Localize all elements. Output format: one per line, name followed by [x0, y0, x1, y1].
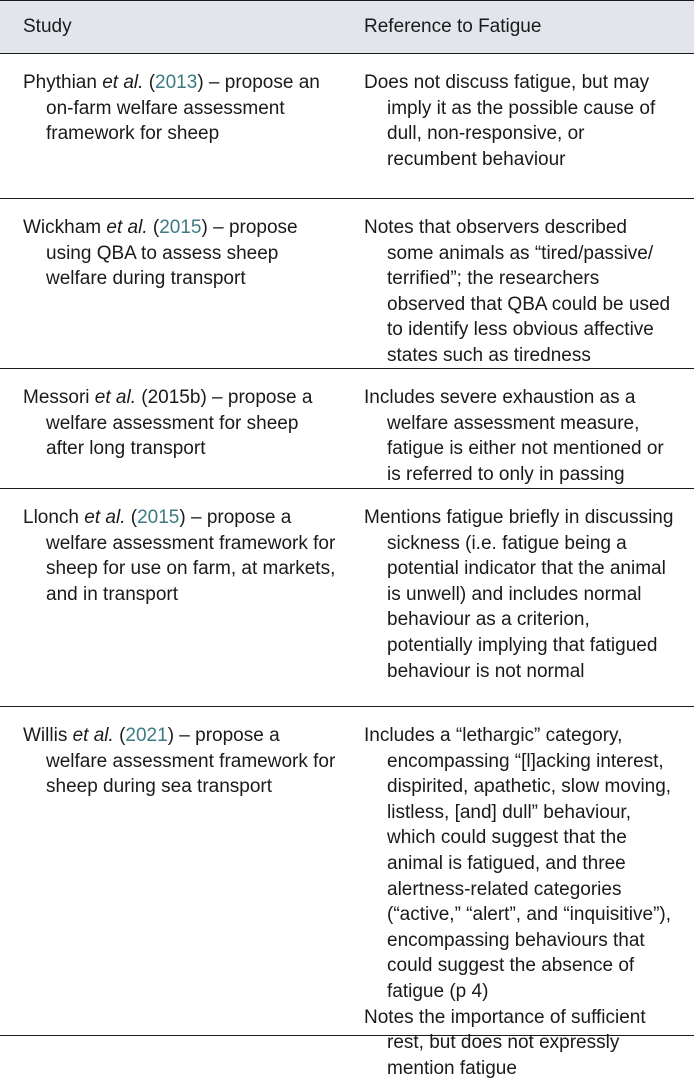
paren-close: )	[201, 217, 208, 238]
study-cell	[23, 505, 341, 607]
citation-link[interactable]: 2015	[137, 507, 180, 528]
reference-cell	[364, 70, 676, 172]
paren-close: )	[167, 725, 175, 746]
paren-close: )	[179, 507, 186, 528]
study-description: – propose a welfare assessment framework for sheep during sea transport	[46, 725, 336, 798]
reference-text: Notes that observers described some animals as “tired/passive/ terrified”; the researchers observed that QBA could be used to identify less obvious affective states such as tiredness	[364, 217, 671, 366]
paren-close: )	[200, 387, 207, 408]
reference-text: Includes a “lethargic” category, encompassing “[l]acking interest, dispirited, apathetic, slow moving, listless, [and] dull” behaviour, which could suggest that the animal is fatigued, and three alertness-related categories (“active,” “alert”, and “inquisitive”), encompassing behaviours that could suggest the absence of fatigue (p 4)	[364, 725, 672, 1002]
paren-open: (	[147, 217, 160, 238]
study-author: Llonch	[23, 507, 79, 528]
study-cell	[23, 70, 341, 147]
paren-open: (	[136, 387, 148, 408]
reference-cell	[364, 505, 676, 684]
study-description: – propose an on-farm welfare assessment framework for sheep	[46, 72, 320, 145]
table-header	[0, 0, 694, 54]
et-al: et al.	[72, 725, 114, 746]
reference-text: Notes the importance of sufficient rest, but does not expressly mention fatigue	[364, 1006, 646, 1079]
header-study: Study	[23, 16, 72, 37]
study-author: Willis	[23, 725, 68, 746]
study-author: Messori	[23, 387, 90, 408]
reference-text: Includes severe exhaustion as a welfare assessment measure, fatigue is either not mentioned or is referred to only in passing	[364, 387, 664, 485]
et-al: et al.	[84, 507, 126, 528]
paren-open: (	[143, 72, 156, 93]
reference-cell	[364, 215, 676, 369]
reference-text: Does not discuss fatigue, but may imply it as the possible cause of dull, non-responsive, or recumbent behaviour	[364, 72, 656, 170]
table-row	[0, 707, 694, 1079]
study-description: – propose using QBA to assess sheep welfare during transport	[46, 217, 298, 290]
study-description: – propose a welfare assessment for sheep after long transport	[46, 387, 313, 460]
et-al: et al.	[102, 72, 144, 93]
paren-close: )	[197, 72, 204, 93]
table-row	[0, 54, 694, 199]
et-al: et al.	[94, 387, 136, 408]
study-cell	[23, 215, 341, 292]
study-author: Wickham	[23, 217, 102, 238]
study-cell	[23, 385, 341, 462]
table-row	[0, 489, 694, 707]
paren-open: (	[113, 725, 126, 746]
citation-link[interactable]: 2021	[125, 725, 168, 746]
reference-cell	[364, 385, 676, 487]
citation-year: 2015b	[147, 387, 201, 408]
study-author: Phythian	[23, 72, 97, 93]
table-row	[0, 369, 694, 489]
reference-cell	[364, 723, 676, 1081]
table-row	[0, 199, 694, 369]
reference-text: Mentions fatigue briefly in discussing sickness (i.e. fatigue being a potential indicator that the animal is unwell) and includes normal behaviour as a criterion, potentially implying that fatigued behaviour is not normal	[364, 507, 674, 682]
study-description: – propose a welfare assessment framework for sheep for use on farm, at markets, and in transport	[46, 507, 336, 605]
et-al: et al.	[106, 217, 148, 238]
study-cell	[23, 723, 341, 800]
citation-link[interactable]: 2015	[159, 217, 202, 238]
header-reference: Reference to Fatigue	[364, 16, 542, 37]
citation-link[interactable]: 2013	[155, 72, 198, 93]
paren-open: (	[125, 507, 138, 528]
